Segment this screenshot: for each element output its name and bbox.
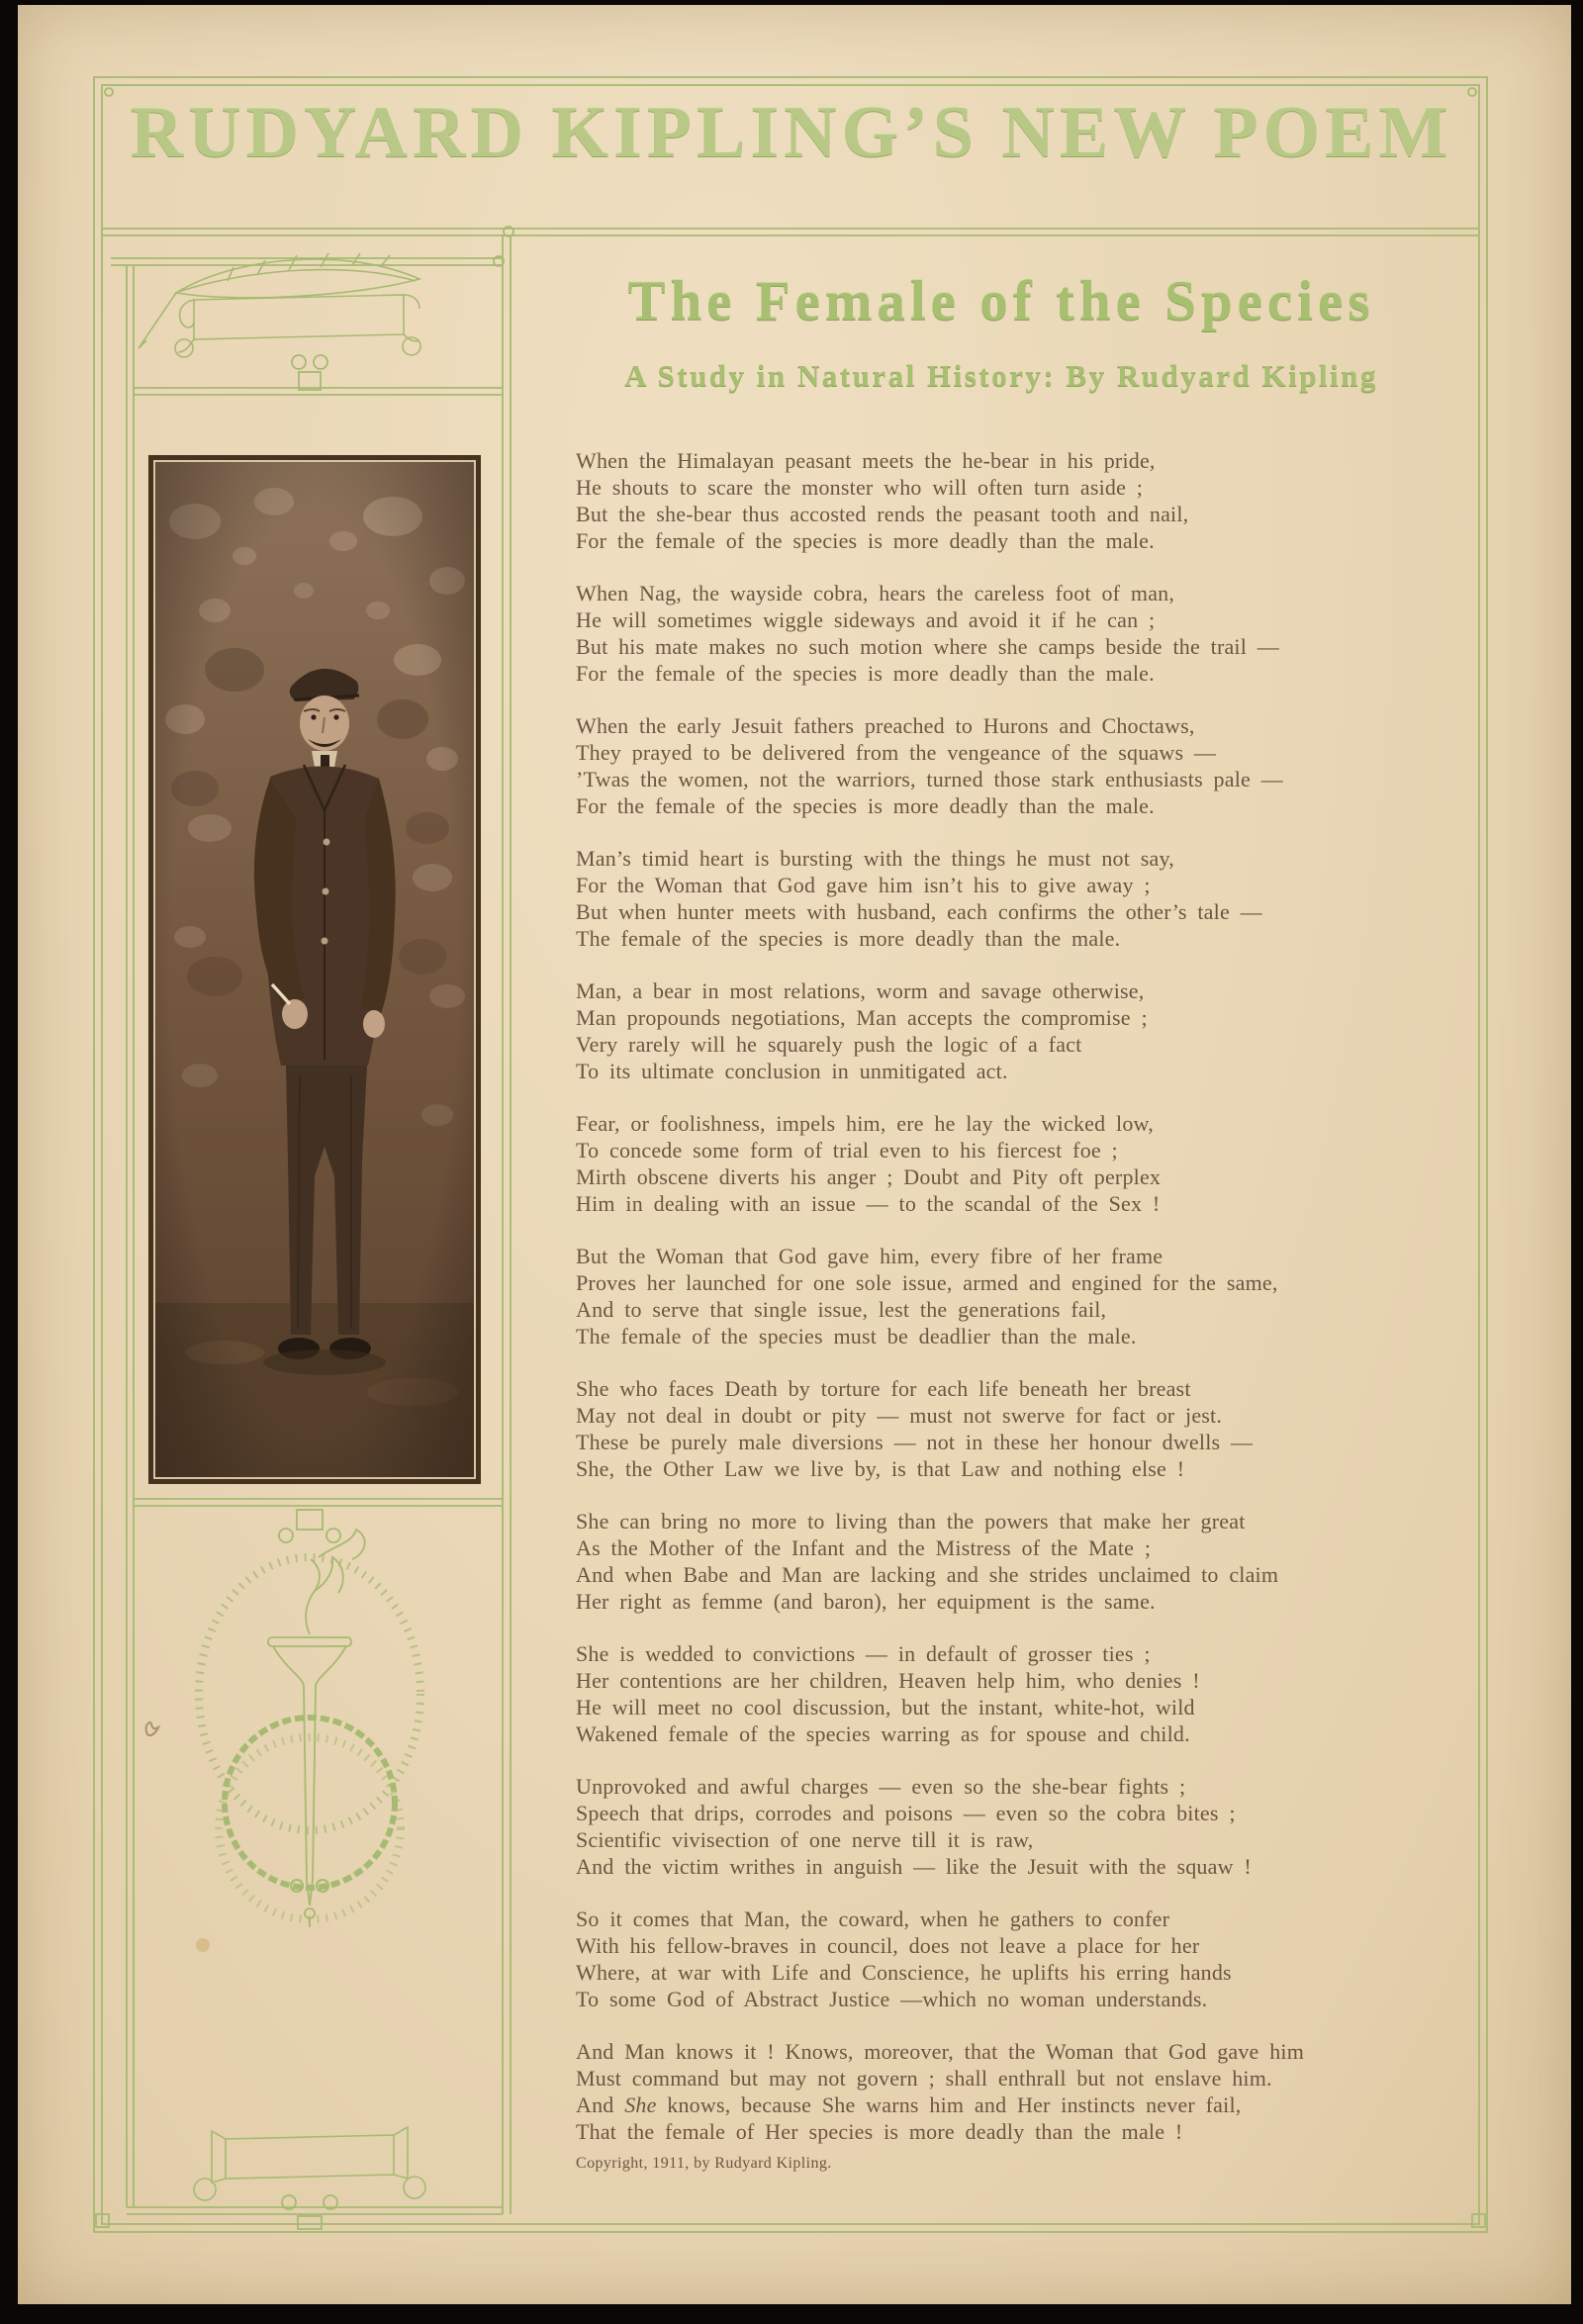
poem-line: The female of the species is more deadly than the male. <box>576 926 1121 951</box>
poem-line: When the Himalayan peasant meets the he-bear in his pride, <box>576 448 1156 473</box>
poem-line: But his mate makes no such motion where she camps beside the trail — <box>576 634 1279 659</box>
poem-stanza <box>576 1773 1471 1880</box>
poem-line: Where, at war with Life and Conscience, he uplifts his erring hands <box>576 1960 1232 1985</box>
poem-stanza <box>576 1906 1471 2012</box>
poem-line: She can bring no more to living than the powers that make her great <box>576 1509 1246 1534</box>
poem-line: Mirth obscene diverts his anger ; Doubt and Pity oft perplex <box>576 1164 1162 1189</box>
poem-stanza <box>576 2038 1471 2145</box>
poem-line: Him in dealing with an issue — to the scandal of the Sex ! <box>576 1191 1161 1216</box>
poem-line: Man, a bear in most relations, worm and savage otherwise, <box>576 978 1145 1003</box>
poem-line: That the female of Her species is more deadly than the male ! <box>576 2119 1183 2144</box>
poem-stanza <box>576 845 1471 952</box>
poem-line: With his fellow-braves in council, does not leave a place for her <box>576 1933 1200 1958</box>
kipling-portrait-photo <box>148 455 481 1484</box>
poem-line: ’Twas the women, not the warriors, turned those stark enthusiasts pale — <box>576 767 1283 791</box>
copyright-line: Copyright, 1911, by Rudyard Kipling. <box>576 2155 832 2172</box>
poem-line: To some God of Abstract Justice —which no woman understands. <box>576 1987 1208 2011</box>
poem-line: And to serve that single issue, lest the generations fail, <box>576 1297 1107 1322</box>
poem-line: And the victim writhes in anguish — like the Jesuit with the squaw ! <box>576 1854 1252 1879</box>
poem-stanza <box>576 1508 1471 1615</box>
poem-line: He shouts to scare the monster who will often turn aside ; <box>576 475 1144 500</box>
poem-line: For the female of the species is more deadly than the male. <box>576 661 1155 686</box>
poem-line: For the female of the species is more deadly than the male. <box>576 528 1155 553</box>
poem-line: Her right as femme (and baron), her equipment is the same. <box>576 1589 1156 1614</box>
poem-line: May not deal in doubt or pity — must not swerve for fact or jest. <box>576 1403 1223 1428</box>
poem-line: But the Woman that God gave him, every fibre of her frame <box>576 1244 1164 1268</box>
poem-line: He will sometimes wiggle sideways and avoid it if he can ; <box>576 607 1156 632</box>
poem-line: Very rarely will he squarely push the logic of a fact <box>576 1032 1082 1057</box>
poem-line: For the Woman that God gave him isn’t his to give away ; <box>576 873 1151 897</box>
ribbon-banner-illustration <box>194 2127 425 2200</box>
poem-line: As the Mother of the Infant and the Mistress of the Mate ; <box>576 1535 1152 1560</box>
poem-line: To its ultimate conclusion in unmitigated act. <box>576 1059 1008 1083</box>
poem-line: To concede some form of trial even to his fiercest foe ; <box>576 1138 1118 1162</box>
poem-line: She is wedded to convictions — in default of grosser ties ; <box>576 1641 1151 1666</box>
poem-line: Man’s timid heart is bursting with the things he must not say, <box>576 846 1174 871</box>
poem-body <box>576 447 1471 2171</box>
poem-line: She who faces Death by torture for each life beneath her breast <box>576 1376 1191 1401</box>
poem-line: So it comes that Man, the coward, when he gathers to confer <box>576 1906 1170 1931</box>
portrait-photo-image <box>155 462 474 1477</box>
poem-line: Proves her launched for one sole issue, armed and engined for the same, <box>576 1270 1278 1295</box>
poem-line: But when hunter meets with husband, each confirms the other’s tale — <box>576 899 1262 924</box>
article-title: The Female of the Species <box>627 270 1375 332</box>
poem-stanza <box>576 977 1471 1084</box>
poem-line: Scientific vivisection of one nerve till it is raw, <box>576 1827 1034 1852</box>
poem-stanza <box>576 1375 1471 1482</box>
poem-line: And when Babe and Man are lacking and she strides unclaimed to claim <box>576 1562 1279 1587</box>
torch-wreath-illustration <box>199 1530 420 1927</box>
poem-line: The female of the species must be deadlier than the male. <box>576 1324 1137 1348</box>
poem-line: Must command but may not govern ; shall enthrall but not enslave him. <box>576 2066 1272 2091</box>
quill-banner-illustration <box>139 253 420 357</box>
poem-line: But the she-bear thus accosted rends the peasant tooth and nail, <box>576 502 1189 526</box>
poem-line: Wakened female of the species warring as for spouse and child. <box>576 1721 1190 1746</box>
poem-line: And She knows, because She warns him and Her instincts never fail, <box>576 2092 1242 2117</box>
poem-line: Speech that drips, corrodes and poisons — even so the cobra bites ; <box>576 1801 1236 1825</box>
poem-stanza <box>576 447 1471 554</box>
poem-line: And Man knows it ! Knows, moreover, that the Woman that God gave him <box>576 2039 1305 2064</box>
poem-stanza <box>576 580 1471 687</box>
poem-line: These be purely male diversions — not in these her honour dwells — <box>576 1430 1254 1454</box>
poem-line: She, the Other Law we live by, is that Law and nothing else ! <box>576 1456 1185 1481</box>
poem-line: Unprovoked and awful charges — even so the she-bear fights ; <box>576 1774 1186 1799</box>
poem-line: Man propounds negotiations, Man accepts the compromise ; <box>576 1005 1148 1030</box>
poem-stanza <box>576 1243 1471 1349</box>
poem-line: When the early Jesuit fathers preached to Hurons and Choctaws, <box>576 713 1195 738</box>
poem-line: They prayed to be delivered from the vengeance of the squaws — <box>576 740 1217 765</box>
poem-stanza <box>576 1110 1471 1217</box>
poem-line: Fear, or foolishness, impels him, ere he lay the wicked low, <box>576 1111 1154 1136</box>
poem-line: Her contentions are her children, Heaven help him, who denies ! <box>576 1668 1200 1693</box>
poem-stanza <box>576 712 1471 819</box>
poem-stanza <box>576 1640 1471 1747</box>
poem-line: For the female of the species is more deadly than the male. <box>576 793 1155 818</box>
poem-line: When Nag, the wayside cobra, hears the careless foot of man, <box>576 581 1175 605</box>
page-title: RUDYARD KIPLING’S NEW POEM <box>130 92 1453 173</box>
poem-line: He will meet no cool discussion, but the instant, white-hot, wild <box>576 1695 1195 1720</box>
article-subtitle: A Study in Natural History: By Rudyard Kipling <box>624 358 1378 393</box>
